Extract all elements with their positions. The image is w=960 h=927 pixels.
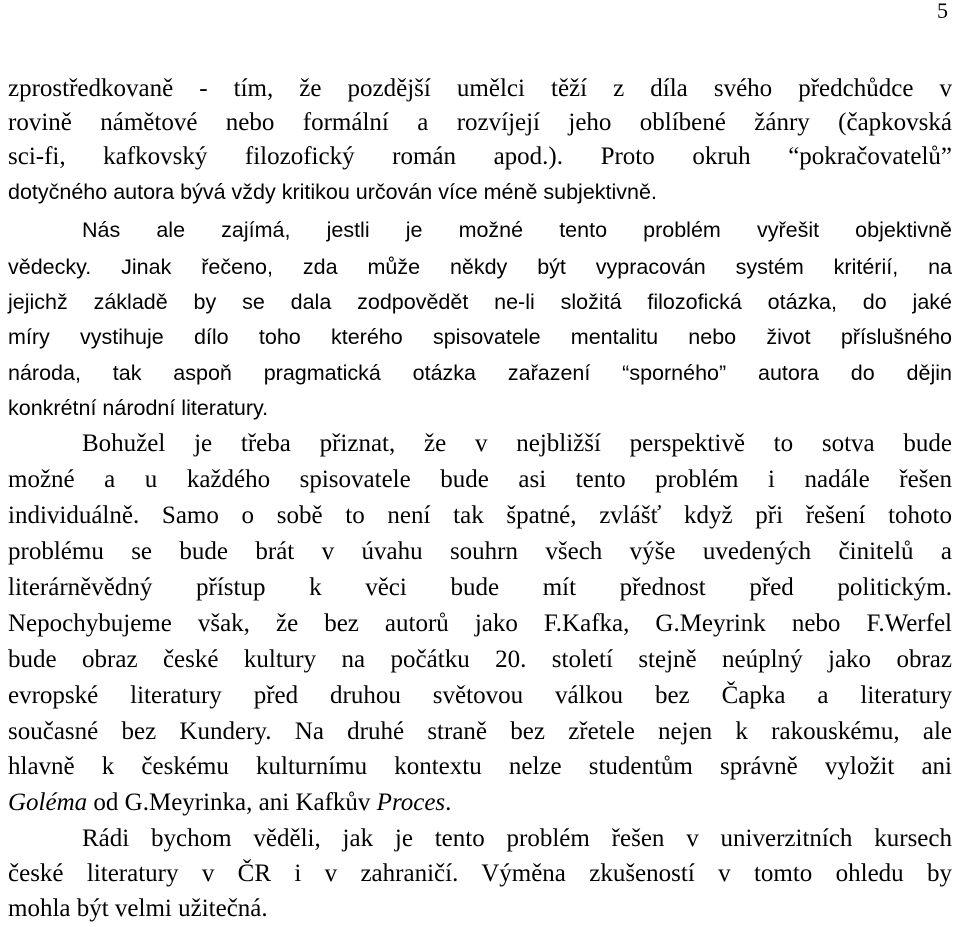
text-line: Nás ale zajímá, jestli je možné tento problém vyřešit objektivně [82, 218, 952, 242]
italic-title-proces: Proces [376, 789, 446, 816]
text-line: Rádi bychom věděli, jak je tento problém řešen v univerzitních kursech [82, 825, 952, 852]
text-line: Nepochybujeme však, že bez autorů jako F.Kafka, G.Meyrink nebo F.Werfel [8, 610, 952, 637]
text-line: individuálně. Samo o sobě to není tak špatné, zvlášť když při řešení tohoto [8, 502, 952, 529]
text-line: vědecky. Jinak řečeno, zda může někdy být vypracován systém kritérií, na [8, 255, 952, 279]
text-line: míry vystihuje dílo toho kterého spisovatele mentalitu nebo život příslušného [8, 325, 952, 349]
text-line: národa, tak aspoň pragmatická otázka zařazení “sporného” autora do dějin [8, 361, 952, 385]
text-line: možné a u každého spisovatele bude asi tento problém i nadále řešen [8, 466, 952, 493]
italic-title-golema: Goléma [8, 789, 88, 816]
text-fragment: . [445, 789, 452, 816]
text-line: jejichž základě by se dala zodpovědět ne-li složitá filozofická otázka, do jaké [8, 290, 952, 314]
text-line: problému se bude brát v úvahu souhrn všech výše uvedených činitelů a [8, 538, 952, 565]
text-line: bude obraz české kultury na počátku 20. století stejně neúplný jako obraz [8, 646, 952, 673]
text-line-with-italics [8, 786, 952, 820]
text-line: sci-fi, kafkovský filozofický román apod.). Proto okruh “pokračovatelů” [8, 143, 952, 170]
text-line: literárněvědný přístup k věci bude mít přednost před politickým. [8, 574, 952, 601]
text-line: současné bez Kundery. Na druhé straně bez zřetele nejen k rakouskému, ale [8, 718, 952, 745]
text-line: dotyčného autora bývá vždy kritikou určován více méně subjektivně. [8, 180, 657, 204]
text-line: evropské literatury před druhou světovou válkou bez Čapka a literatury [8, 682, 952, 709]
text-line: české literatury v ČR i v zahraničí. Výměna zkušeností v tomto ohledu by [8, 860, 952, 887]
text-line: hlavně k českému kulturnímu kontextu nelze studentům správně vyložit ani [8, 753, 952, 780]
page-number: 5 [937, 0, 948, 23]
text-fragment: od G.Meyrinka, ani Kafkův [87, 789, 377, 816]
text-line: mohla být velmi užitečná. [8, 895, 268, 922]
text-line: zprostředkovaně - tím, že pozdější umělci těží z díla svého předchůdce v [8, 75, 952, 102]
text-line: konkrétní národní literatury. [8, 396, 269, 420]
text-line: Bohužel je třeba přiznat, že v nejbližší perspektivě to sotva bude [82, 430, 952, 457]
text-line: rovině námětové nebo formální a rozvíjejí jeho oblíbené žánry (čapkovská [8, 109, 952, 136]
